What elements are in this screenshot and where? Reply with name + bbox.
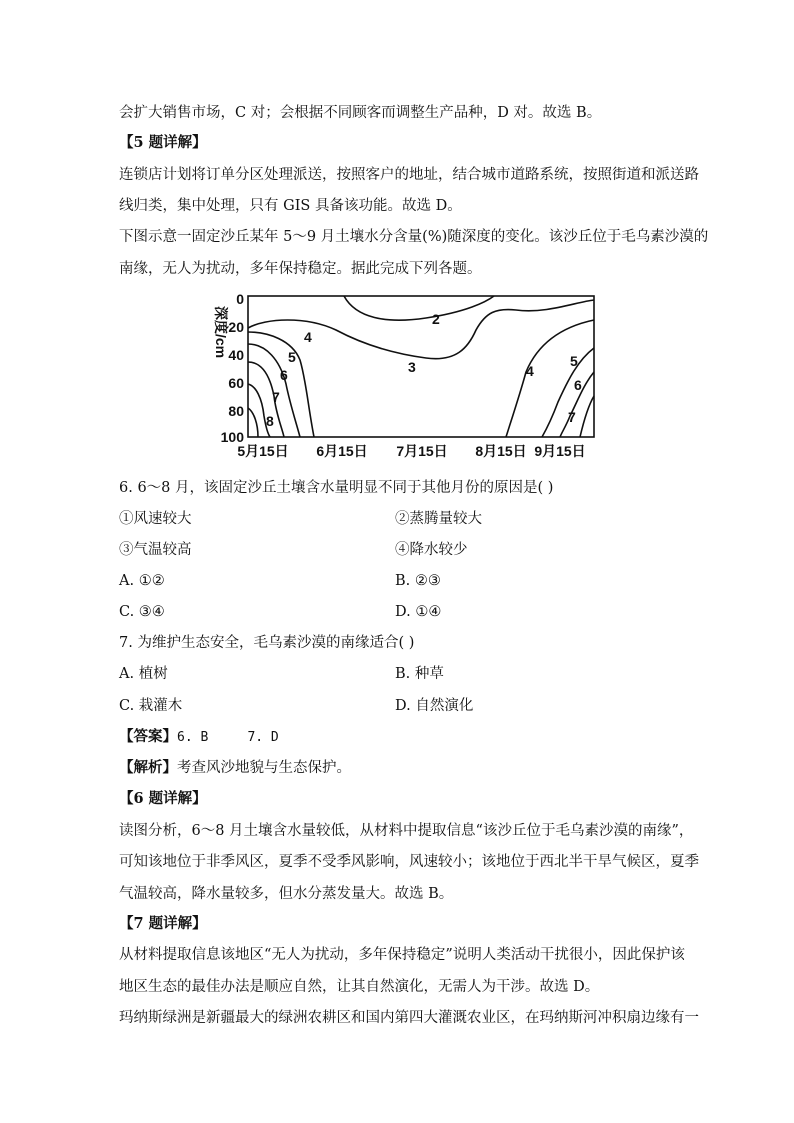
text-line: 玛纳斯绿洲是新疆最大的绿洲农耕区和国内第四大灌溉农业区，在玛纳斯河冲积扇边缘有一 — [119, 1010, 699, 1026]
q6-option-c: C. ③④ — [119, 604, 165, 620]
contour-line-8-left — [248, 408, 258, 437]
text-line: 读图分析，6～8 月土壤含水量较低，从材料中提取信息“该沙丘位于毛乌素沙漠的南缘”， — [119, 823, 694, 839]
y-tick-label: 20 — [228, 319, 244, 335]
contour-line-3-top — [248, 300, 594, 359]
section-heading-q6: 【6 题详解】 — [119, 790, 207, 807]
section-heading-q7: 【7 题详解】 — [119, 915, 207, 932]
q7-option-b: B. 种草 — [395, 666, 444, 682]
text-line: 地区生态的最佳办法是顺应自然，让其自然演化，无需人为干涉。故选 D。 — [119, 979, 600, 995]
analysis-line — [119, 759, 351, 777]
answer-text: 6. B 7. D — [177, 730, 279, 745]
contour-label: 5 — [570, 353, 578, 369]
q6-statement-2: ②蒸腾量较大 — [395, 511, 482, 527]
analysis-label: 【解析】 — [119, 759, 177, 776]
text-line: 下图示意一固定沙丘某年 5～9 月土壤水分含量(%)随深度的变化。该沙丘位于毛乌素沙漠的 — [119, 229, 709, 245]
y-tick-label: 100 — [220, 429, 244, 445]
text-line: 会扩大销售市场，C 对；会根据不同顾客而调整生产品种，D 对。故选 B。 — [119, 105, 602, 121]
answer-label: 【答案】 — [119, 728, 177, 745]
q6-option-d: D. ①④ — [395, 604, 442, 620]
y-tick-label: 60 — [228, 375, 244, 391]
soil-moisture-contour-chart — [196, 288, 606, 463]
x-tick-label: 6月15日 — [316, 443, 368, 459]
x-tick-label: 8月15日 — [475, 443, 527, 459]
y-tick-label: 40 — [228, 347, 244, 363]
q7-option-d: D. 自然演化 — [395, 698, 474, 714]
text-line: 气温较高，降水量较多，但水分蒸发量大。故选 B。 — [119, 886, 454, 902]
x-tick-label: 9月15日 — [534, 443, 586, 459]
contour-label: 5 — [288, 349, 296, 365]
section-heading-q5: 【5 题详解】 — [119, 134, 207, 151]
contour-line-4-left — [248, 332, 314, 437]
contour-label: 7 — [272, 389, 280, 405]
plot-frame — [248, 296, 594, 437]
q6-statement-3: ③气温较高 — [119, 542, 192, 558]
contour-label: 7 — [568, 409, 576, 425]
x-tick-label: 7月15日 — [396, 443, 448, 459]
x-tick-label: 5月15日 — [237, 443, 289, 459]
text-line: 南缘，无人为扰动，多年保持稳定。据此完成下列各题。 — [119, 261, 482, 277]
text-line: 连锁店计划将订单分区处理派送，按照客户的地址，结合城市道路系统，按照街道和派送路 — [119, 167, 699, 183]
contour-label: 6 — [280, 367, 288, 383]
contour-label: 4 — [526, 363, 534, 379]
q6-statement-1: ①风速较大 — [119, 511, 192, 527]
q6-option-a: A. ①② — [119, 573, 165, 589]
q7-option-c: C. 栽灌木 — [119, 698, 183, 714]
contour-line-2 — [344, 296, 494, 320]
answer-line — [119, 728, 279, 747]
text-line: 可知该地位于非季风区，夏季不受季风影响，风速较小；该地位于西北半干旱气候区，夏季 — [119, 854, 699, 870]
q6-statement-4: ④降水较少 — [395, 542, 468, 558]
contour-label: 6 — [574, 377, 582, 393]
contour-label: 4 — [304, 329, 312, 345]
question-7-stem: 7. 为维护生态安全，毛乌素沙漠的南缘适合( ) — [119, 635, 415, 651]
contour-label: 3 — [408, 359, 416, 375]
contour-lines — [248, 296, 594, 437]
q7-option-a: A. 植树 — [119, 666, 168, 682]
analysis-text: 考查风沙地貌与生态保护。 — [177, 760, 351, 776]
contour-label: 2 — [432, 311, 440, 327]
contour-label: 8 — [266, 413, 274, 429]
y-axis-label: 深度/cm — [213, 306, 229, 359]
question-6-stem: 6. 6～8 月，该固定沙丘土壤含水量明显不同于其他月份的原因是( ) — [119, 480, 554, 496]
text-line: 线归类，集中处理，只有 GIS 具备该功能。故选 D。 — [119, 198, 462, 214]
text-line: 从材料提取信息该地区“无人为扰动，多年保持稳定”说明人类活动干扰很小，因此保护该 — [119, 947, 685, 963]
q6-option-b: B. ②③ — [395, 573, 441, 589]
y-tick-label: 0 — [236, 291, 244, 307]
contour-line-7-right — [580, 396, 594, 437]
y-tick-label: 80 — [228, 403, 244, 419]
